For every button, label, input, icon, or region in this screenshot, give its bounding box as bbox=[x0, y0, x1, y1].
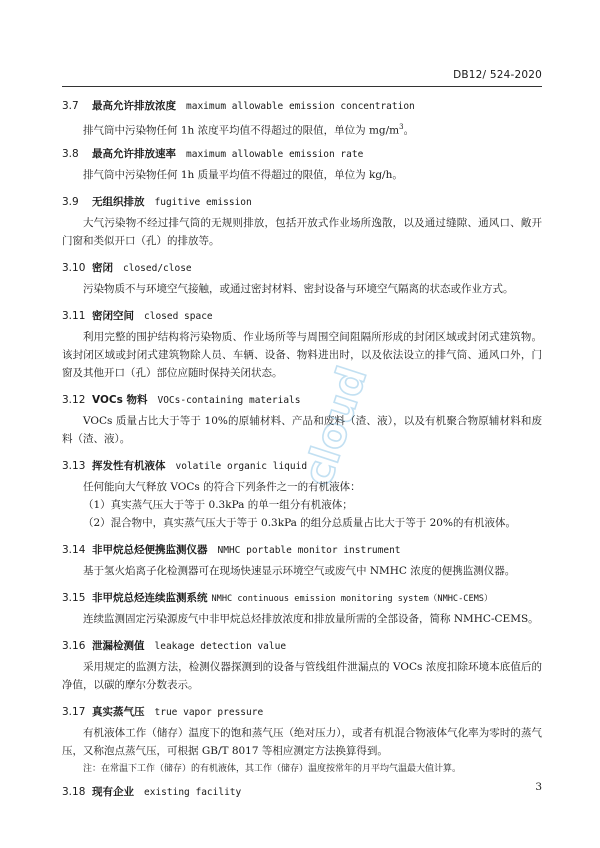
header-rule bbox=[62, 86, 542, 87]
condition-item-1: （1）真实蒸气压大于等于 0.3kPa 的单一组分有机液体； bbox=[83, 499, 353, 511]
term-number: 3.16 bbox=[62, 640, 86, 652]
condition-item-2: （2）混合物中，真实蒸气压大于等于 0.3kPa 的组分总质量占比大于等于 20%的有机液体。 bbox=[83, 517, 516, 529]
term-en: closed space bbox=[144, 311, 213, 322]
term-3-15 bbox=[62, 590, 542, 605]
term-3-14 bbox=[62, 542, 542, 557]
definition-3-11: 利用完整的围护结构将污染物质、作业场所等与周围空间阻隔所形成的封闭区域或封闭式建筑物。该封闭区域或封闭式建筑物除人员、车辆、设备、物料进出时，以及依法设立的排气筒、通风口外，门窗及其他开口（孔）部位应随时保持关闭状态。 bbox=[62, 331, 542, 379]
term-number: 3.9 bbox=[62, 196, 79, 208]
term-3-7 bbox=[62, 98, 542, 113]
term-zh: 真实蒸气压 bbox=[92, 706, 145, 718]
definition-3-16: 采用规定的监测方法，检测仪器探测到的设备与管线组件泄漏点的 VOCs 浓度扣除环境本底值后的净值，以碳的摩尔分数表示。 bbox=[62, 661, 542, 691]
page-number: 3 bbox=[535, 781, 542, 793]
term-number: 3.17 bbox=[62, 706, 86, 718]
term-en: true vapor pressure bbox=[154, 707, 264, 718]
term-en: maximum allowable emission concentration bbox=[186, 101, 415, 112]
term-number: 3.12 bbox=[62, 394, 86, 406]
definition-3-8: 排气筒中污染物任何 1h 质量平均值不得超过的限值，单位为 kg/h。 bbox=[83, 169, 403, 181]
watermark-text: cloud bbox=[294, 360, 377, 492]
term-en: maximum allowable emission rate bbox=[186, 149, 364, 160]
term-zh: 最高允许排放速率 bbox=[92, 148, 176, 160]
document-code: DB12/ 524-2020 bbox=[453, 69, 542, 81]
term-3-11 bbox=[62, 308, 542, 323]
term-zh: 挥发性有机液体 bbox=[92, 460, 166, 472]
term-number: 3.15 bbox=[62, 592, 86, 604]
term-en: existing facility bbox=[144, 787, 242, 798]
term-zh: 最高允许排放浓度 bbox=[92, 100, 176, 112]
term-number: 3.18 bbox=[62, 786, 86, 798]
definition-3-17: 有机液体工作（储存）温度下的饱和蒸气压（绝对压力），或者有机混合物液体气化率为零时的蒸气压，又称泡点蒸气压，可根据 GB/T 8017 等相应测定方法换算得到。 bbox=[62, 727, 542, 757]
term-zh: 非甲烷总烃便携监测仪器 bbox=[92, 544, 208, 556]
note-3-17: 注：在常温下工作（储存）的有机液体，其工作（储存）温度按常年的月平均气温最大值计算。 bbox=[83, 764, 462, 774]
term-en: NMHC portable monitor instrument bbox=[217, 545, 401, 556]
term-3-13 bbox=[62, 458, 542, 473]
term-en: volatile organic liquid bbox=[175, 461, 308, 472]
term-3-18 bbox=[62, 784, 542, 799]
term-3-10 bbox=[62, 260, 542, 275]
definition-3-15: 连续监测固定污染源废气中非甲烷总烃排放浓度和排放量所需的全部设备，简称 NMHC-CEMS。 bbox=[83, 613, 539, 625]
definition-3-7: 排气筒中污染物任何 1h 浓度平均值不得超过的限值，单位为 $mg/m^3$。 bbox=[83, 123, 415, 137]
term-zh: 泄漏检测值 bbox=[92, 640, 145, 652]
term-zh: 无组织排放 bbox=[92, 196, 145, 208]
term-zh: 密闭 bbox=[92, 262, 113, 274]
term-zh: 现有企业 bbox=[92, 786, 134, 798]
term-3-12 bbox=[62, 392, 542, 407]
term-number: 3.10 bbox=[62, 262, 86, 274]
definition-3-10: 污染物质不与环境空气接触，或通过密封材料、密封设备与环境空气隔离的状态或作业方式。 bbox=[83, 283, 514, 295]
term-3-16 bbox=[62, 638, 542, 653]
term-number: 3.13 bbox=[62, 460, 86, 472]
term-en: fugitive emission bbox=[154, 197, 252, 208]
term-zh: 密闭空间 bbox=[92, 310, 134, 322]
term-en: NMHC continuous emission monitoring system（NMHC-CEMS） bbox=[211, 594, 493, 604]
term-3-9 bbox=[62, 194, 542, 209]
definition-3-14: 基于氢火焰离子化检测器可在现场快速显示环境空气或废气中 NMHC 浓度的便携监测仪器。 bbox=[83, 565, 516, 577]
term-number: 3.14 bbox=[62, 544, 86, 556]
term-zh: VOCs 物料 bbox=[92, 394, 148, 406]
definition-3-9: 大气污染物不经过排气筒的无规则排放，包括开放式作业场所逸散，以及通过缝隙、通风口、敞开门窗和类似开口（孔）的排放等。 bbox=[62, 217, 542, 247]
term-3-8 bbox=[62, 146, 542, 161]
term-3-17 bbox=[62, 704, 542, 719]
term-number: 3.7 bbox=[62, 100, 79, 112]
term-en: closed/close bbox=[123, 263, 192, 274]
term-number: 3.8 bbox=[62, 148, 79, 160]
term-number: 3.11 bbox=[62, 310, 86, 322]
term-en: leakage detection value bbox=[154, 641, 287, 652]
definition-3-13: 任何能向大气释放 VOCs 的符合下列条件之一的有机液体： bbox=[83, 481, 361, 493]
term-en: VOCs-containing materials bbox=[157, 395, 301, 406]
term-zh: 非甲烷总烃连续监测系统 bbox=[92, 592, 208, 604]
definition-3-12: VOCs 质量占比大于等于 10%的原辅材料、产品和废料（渣、液），以及有机聚合物原辅材料和废料（渣、液）。 bbox=[62, 415, 542, 445]
